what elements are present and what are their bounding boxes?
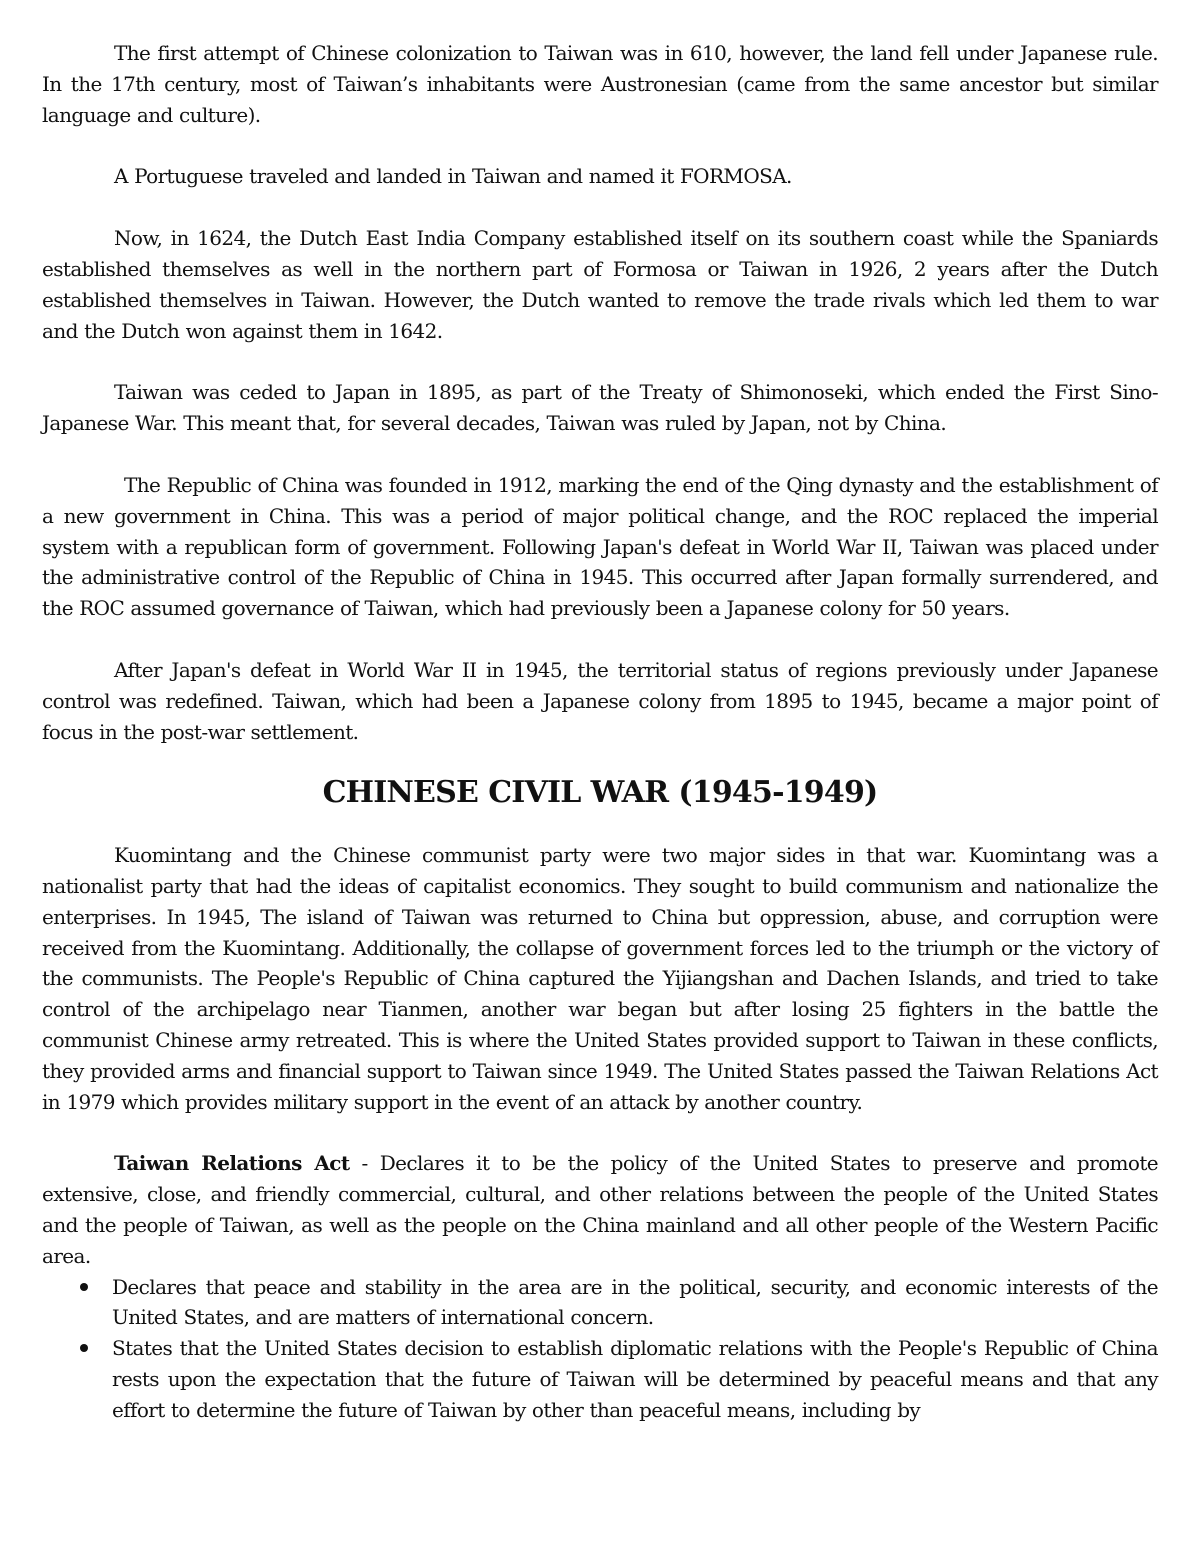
list-item bbox=[112, 1272, 1158, 1334]
bullet-list bbox=[42, 1272, 1158, 1426]
paragraph-dutch-east-india: Now, in 1624, the Dutch East India Company established itself on its southern coast while the Spaniards established themselves as well in the northern part of Formosa or Taiwan in 1926, 2 years after the Dutch established themselves in Taiwan. However, the Dutch wanted to remove the trade rivals which led them to war and the Dutch won against them in 1642. bbox=[42, 226, 1158, 343]
list-item-text: States that the United States decision to establish diplomatic relations with the People's Republic of China rests upon the expectation that the future of Taiwan will be determined by peaceful means and that any effort to determine the future of Taiwan by other than peaceful means, including by bbox=[112, 1336, 1158, 1422]
bullet-icon bbox=[80, 1344, 88, 1352]
document-page bbox=[42, 38, 1158, 1425]
paragraph-republic-of-china: The Republic of China was founded in 1912, marking the end of the Qing dynasty and the establishment of a new government in China. This was a period of major political change, and the ROC replaced the imperial system with a republican form of government. Following Japan's defeat in World War II, Taiwan was placed under the administrative control of the Republic of China in 1945. This occurred after Japan formally surrendered, and the ROC assumed governance of Taiwan, which had previously been a Japanese colony for 50 years. bbox=[42, 472, 1158, 621]
list-item bbox=[112, 1333, 1158, 1425]
paragraph-chinese-colonization: The first attempt of Chinese colonization to Taiwan was in 610, however, the land fell under Japanese rule. In the 17th century, most of Taiwan’s inhabitants were Austronesian (came from the same ancestor but similar language and culture). bbox=[42, 41, 1158, 127]
term-definition: - Declares it to be the policy of the United States to preserve and promote extensive, close, and friendly commercial, cultural, and other relations between the people of the United States and the people of Taiwan, as well as the people on the China mainland and all other people of the Western Pacific area. bbox=[42, 1151, 1158, 1268]
paragraph-civil-war: Kuomintang and the Chinese communist party were two major sides in that war. Kuomintang was a nationalist party that had the ideas of capitalist economics. They sought to build communism and nationalize the enterprises. In 1945, The island of Taiwan was returned to China but oppression, abuse, and corruption were received from the Kuomintang. Additionally, the collapse of government forces led to the triumph or the victory of the communists. The People's Republic of China captured the Yijiangshan and Dachen Islands, and tried to take control of the archipelago near Tianmen, another war began but after losing 25 fighters in the battle the communist Chinese army retreated. This is where the United States provided support to Taiwan in these conflicts, they provided arms and financial support to Taiwan since 1949. The United States passed the Taiwan Relations Act in 1979 which provides military support in the event of an attack by another country. bbox=[42, 843, 1158, 1114]
paragraph-treaty-shimonoseki: Taiwan was ceded to Japan in 1895, as part of the Treaty of Shimonoseki, which ended the First Sino-Japanese War. This meant that, for several decades, Taiwan was ruled by Japan, not by China. bbox=[42, 380, 1158, 436]
term-taiwan-relations-act: Taiwan Relations Act bbox=[114, 1151, 350, 1176]
bullet-icon bbox=[80, 1283, 88, 1291]
paragraph-formosa: A Portuguese traveled and landed in Taiwan and named it FORMOSA. bbox=[114, 164, 792, 189]
paragraph-post-war: After Japan's defeat in World War II in 1945, the territorial status of regions previously under Japanese control was redefined. Taiwan, which had been a Japanese colony from 1895 to 1945, became a major point of focus in the post-war settlement. bbox=[42, 657, 1158, 744]
paragraph-taiwan-relations-act bbox=[42, 1148, 1158, 1271]
list-item-text: Declares that peace and stability in the area are in the political, security, and economic interests of the United States, and are matters of international concern. bbox=[112, 1274, 1158, 1330]
section-heading-chinese-civil-war: CHINESE CIVIL WAR (1945-1949) bbox=[322, 775, 878, 811]
